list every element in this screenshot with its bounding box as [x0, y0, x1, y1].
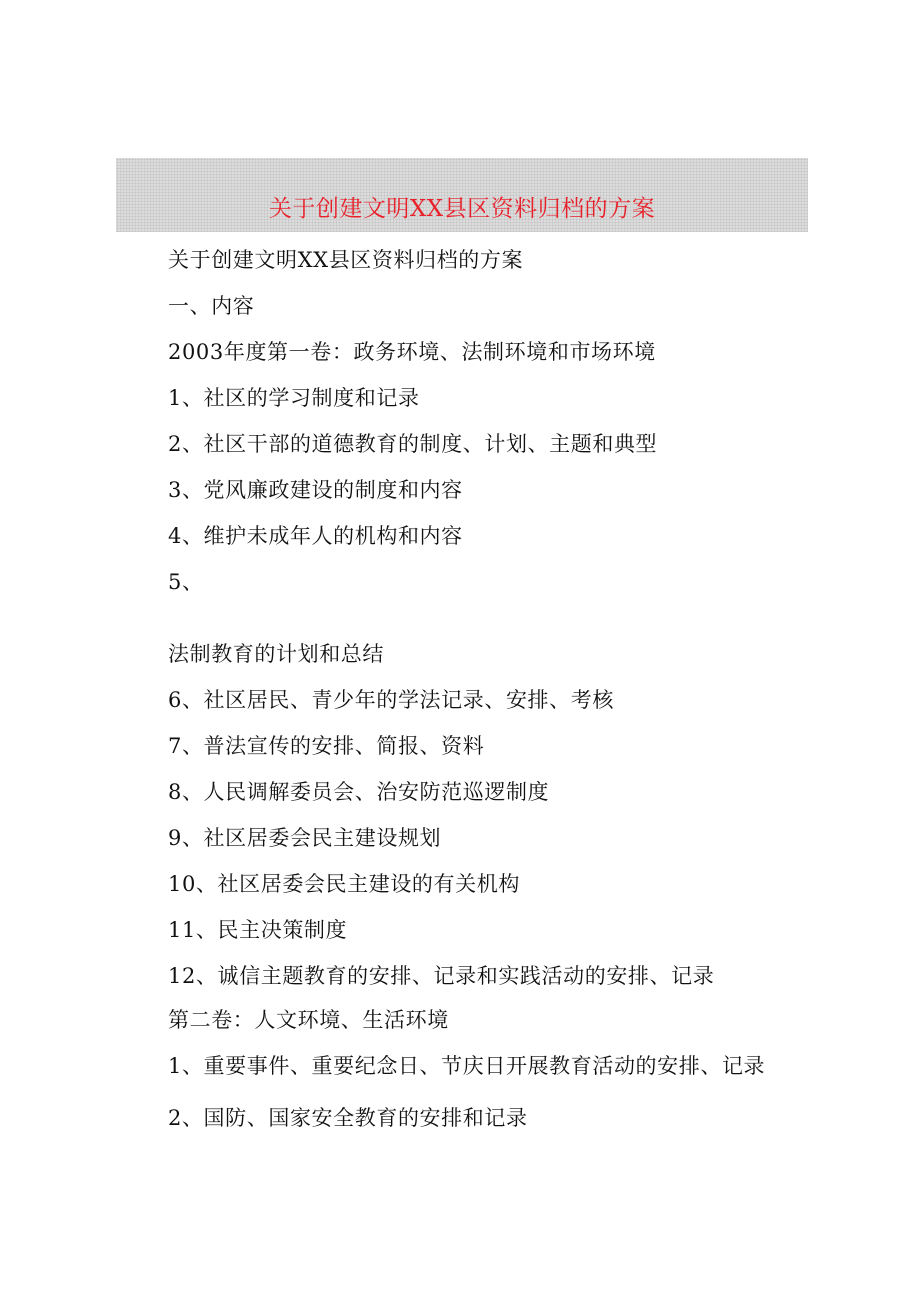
list-item: 11、民主决策制度	[168, 918, 348, 942]
list-item: 3、党风廉政建设的制度和内容	[168, 478, 463, 502]
title-banner	[116, 158, 808, 232]
list-item: 8、人民调解委员会、治安防范巡逻制度	[168, 780, 550, 804]
list-item: 5、	[168, 570, 204, 594]
volume-2-title: 第二卷：人文环境、生活环境	[168, 1008, 449, 1032]
list-item: 1、重要事件、重要纪念日、节庆日开展教育活动的安排、记录	[168, 1054, 766, 1078]
section-heading: 一、内容	[168, 294, 255, 318]
document-heading: 关于创建文明XX县区资料归档的方案	[168, 248, 524, 272]
list-item: 2、社区干部的道德教育的制度、计划、主题和典型	[168, 432, 658, 456]
list-item: 12、诚信主题教育的安排、记录和实践活动的安排、记录	[168, 964, 715, 988]
document-body	[168, 246, 818, 1150]
list-item: 2、国防、国家安全教育的安排和记录	[168, 1106, 528, 1130]
list-item: 6、社区居民、青少年的学法记录、安排、考核	[168, 688, 614, 712]
volume-1-title: 2003年度第一卷：政务环境、法制环境和市场环境	[168, 340, 656, 364]
list-item: 1、社区的学习制度和记录	[168, 386, 420, 410]
list-item: 4、维护未成年人的机构和内容	[168, 524, 463, 548]
list-item: 法制教育的计划和总结	[168, 642, 384, 666]
list-item: 9、社区居委会民主建设规划	[168, 826, 442, 850]
list-item: 7、普法宣传的安排、简报、资料	[168, 734, 485, 758]
banner-title: 关于创建文明XX县区资料归档的方案	[268, 195, 656, 222]
list-item: 10、社区居委会民主建设的有关机构	[168, 872, 520, 896]
